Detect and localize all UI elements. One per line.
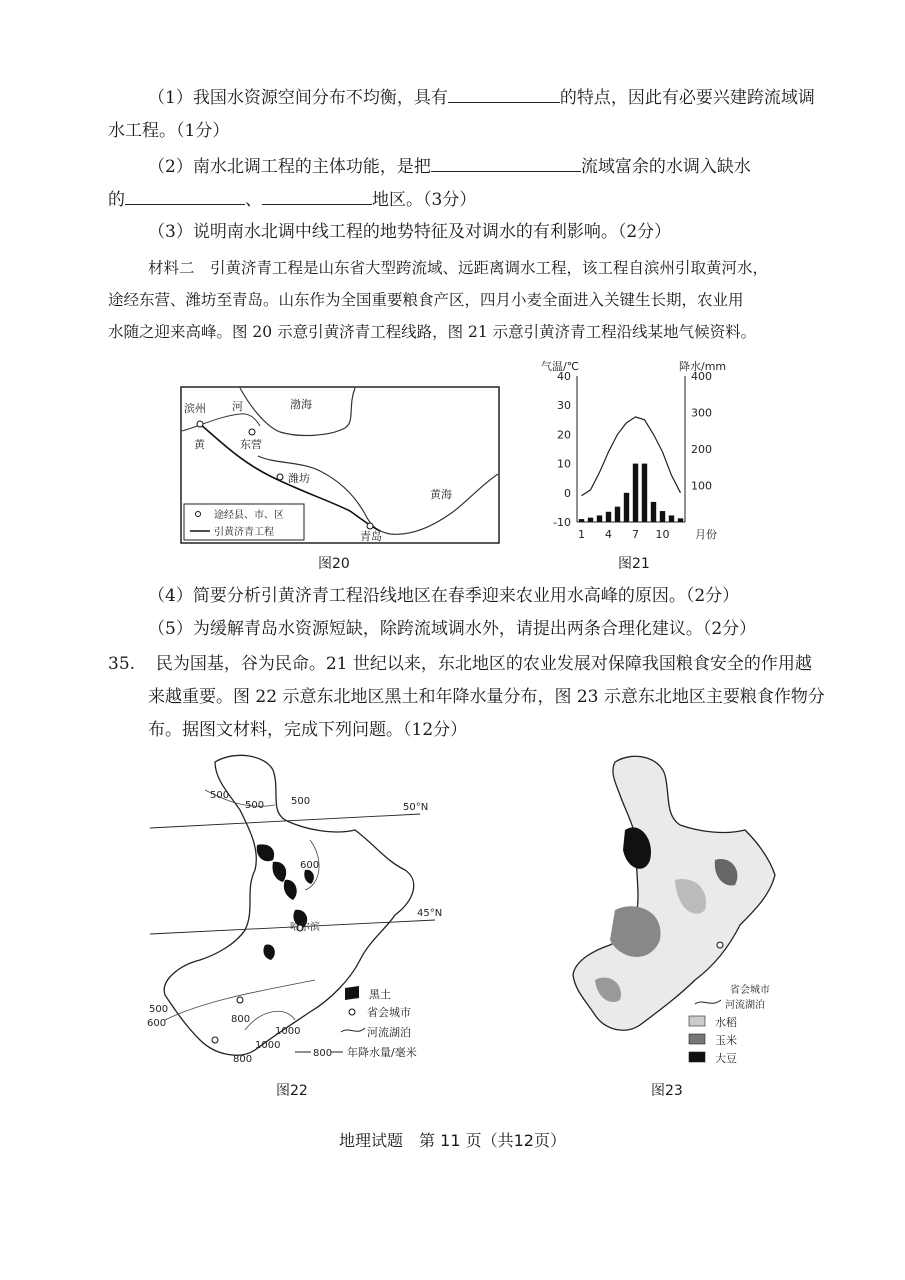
harbin-label: 哈尔滨 bbox=[290, 922, 320, 933]
city-dot-weifang bbox=[277, 474, 283, 480]
figure-21-chart bbox=[535, 356, 745, 546]
legend-corn: 玉米 bbox=[715, 1034, 737, 1047]
figure-20-map bbox=[180, 386, 500, 544]
x-tick-label: 1 bbox=[578, 528, 585, 541]
label-weifang: 潍坊 bbox=[288, 472, 310, 485]
material-2-line-1: 材料二 引黄济青工程是山东省大型跨流域、远距离调水工程，该工程自滨州引取黄河水， bbox=[148, 259, 769, 277]
lat-50-label: 50°N bbox=[403, 802, 429, 813]
legend-project: 引黄济青工程 bbox=[214, 527, 274, 538]
isohyet-label: 600 bbox=[300, 860, 320, 871]
figure-20-caption: 图20 bbox=[318, 556, 350, 572]
y-tick-label: 0 bbox=[564, 486, 571, 500]
label-qingdao: 青岛 bbox=[360, 530, 382, 543]
figure-21-caption: 图21 bbox=[618, 556, 650, 572]
figure-23-caption: 图23 bbox=[651, 1083, 683, 1099]
isohyet-label: 500 bbox=[291, 796, 311, 807]
figure-22-caption: 图22 bbox=[276, 1083, 308, 1099]
y2-tick-label: 400 bbox=[691, 370, 712, 383]
precip-bar bbox=[669, 515, 674, 522]
figure-22-map bbox=[145, 750, 465, 1070]
label-huanghai: 黄海 bbox=[430, 488, 452, 501]
legend-blacksoil: 黑土 bbox=[369, 988, 391, 1001]
y2-tick-label: 300 bbox=[691, 406, 712, 420]
y-axis-label: 气温/℃ bbox=[541, 360, 580, 373]
capital-dot bbox=[212, 1037, 218, 1043]
question-35-line-2: 来越重要。图 22 示意东北地区黑土和年降水量分布，图 23 示意东北地区主要粮食作物分 bbox=[148, 687, 825, 707]
legend-county: 途经县、市、区 bbox=[214, 510, 284, 521]
y2-tick-label: 100 bbox=[691, 479, 712, 493]
isohyet-label: 800 bbox=[231, 1014, 251, 1025]
city-dot-binzhou bbox=[197, 421, 203, 427]
question-35-line-1 bbox=[108, 652, 812, 676]
label-huang: 黄 bbox=[194, 438, 205, 451]
page-footer: 地理试题 第 11 页（共12页） bbox=[339, 1131, 566, 1150]
label-he: 河 bbox=[232, 400, 243, 413]
legend-isohyet: 年降水量/毫米 bbox=[347, 1046, 417, 1059]
isohyet-label: 500 bbox=[149, 1004, 169, 1015]
precip-bar bbox=[678, 518, 683, 522]
precip-bar bbox=[606, 512, 611, 522]
label-bohai: 渤海 bbox=[290, 398, 312, 411]
answer-blank[interactable] bbox=[262, 186, 372, 205]
legend-soy: 大豆 bbox=[715, 1052, 737, 1065]
q2-text-e: 地区。（3分） bbox=[372, 190, 477, 210]
x-tick-label: 10 bbox=[655, 528, 670, 541]
city-dot-dongying bbox=[249, 429, 255, 435]
legend-river: 河流湖泊 bbox=[725, 1000, 765, 1011]
question-2-line-1 bbox=[148, 153, 751, 179]
answer-blank[interactable] bbox=[125, 186, 245, 205]
precip-bar bbox=[615, 507, 620, 522]
precip-bar bbox=[597, 515, 602, 522]
q2-text-d: 、 bbox=[245, 190, 262, 210]
x-tick-label: 7 bbox=[632, 528, 639, 541]
isohyet-label: 1000 bbox=[275, 1026, 301, 1037]
city-dot-qingdao bbox=[367, 523, 373, 529]
q2-text-c: 的 bbox=[108, 190, 125, 210]
precip-bar bbox=[624, 493, 629, 522]
lat-45-label: 45°N bbox=[417, 908, 443, 919]
question-3: （3）说明南水北调中线工程的地势特征及对调水的有利影响。（2分） bbox=[148, 222, 672, 242]
precip-bar bbox=[633, 464, 638, 522]
legend-river: 河流湖泊 bbox=[367, 1026, 411, 1039]
question-2-line-2 bbox=[108, 186, 476, 212]
question-1-line-1 bbox=[148, 84, 815, 110]
x-tick-label: 4 bbox=[605, 528, 612, 541]
legend-isohyet-value: 800 bbox=[313, 1048, 333, 1059]
precip-bar bbox=[579, 519, 584, 522]
isohyet-label: 600 bbox=[147, 1018, 167, 1029]
label-dongying: 东营 bbox=[240, 438, 262, 451]
material-2-line-3: 水随之迎来高峰。图 20 示意引黄济青工程线路，图 21 示意引黄济青工程沿线某地气候资料。 bbox=[108, 323, 757, 341]
answer-blank[interactable] bbox=[431, 153, 581, 172]
answer-blank[interactable] bbox=[448, 84, 560, 103]
y-tick-label: 30 bbox=[557, 399, 571, 413]
question-35-line-3: 布。据图文材料，完成下列问题。（12分） bbox=[148, 720, 468, 740]
capital-dot bbox=[237, 997, 243, 1003]
isohyet-label: 1000 bbox=[255, 1040, 281, 1051]
isohyet-label: 500 bbox=[245, 800, 265, 811]
q2-text-b: 流域富余的水调入缺水 bbox=[580, 157, 751, 177]
y-tick-label: 40 bbox=[557, 370, 571, 383]
figure-23-map bbox=[565, 750, 785, 1070]
q1-text-a: （1）我国水资源空间分布不均衡，具有 bbox=[148, 88, 448, 108]
q2-text-a: （2）南水北调工程的主体功能，是把 bbox=[148, 157, 431, 177]
x-axis-label: 月份 bbox=[695, 528, 717, 541]
y2-axis-label: 降水/mm bbox=[679, 360, 727, 373]
question-4: （4）简要分析引黄济青工程沿线地区在春季迎来农业用水高峰的原因。（2分） bbox=[148, 586, 740, 606]
precip-bar bbox=[642, 464, 647, 522]
material-2-line-2: 途经东营、潍坊至青岛。山东作为全国重要粮食产区，四月小麦全面进入关键生长期，农业用 bbox=[108, 291, 744, 309]
q35-text-1: 民为国基，谷为民命。21 世纪以来，东北地区的农业发展对保障我国粮食安全的作用越 bbox=[155, 654, 812, 674]
precip-bar bbox=[588, 518, 593, 522]
question-5: （5）为缓解青岛水资源短缺，除跨流域调水外，请提出两条合理化建议。（2分） bbox=[148, 619, 757, 639]
y-tick-label: -10 bbox=[553, 516, 571, 529]
q1-text-b: 的特点，因此有必要兴建跨流域调 bbox=[559, 88, 815, 108]
question-1-line-2: 水工程。（1分） bbox=[108, 121, 230, 141]
isohyet-label: 500 bbox=[210, 790, 230, 801]
legend-capital: 省会城市 bbox=[367, 1006, 411, 1019]
y-tick-label: 10 bbox=[557, 457, 571, 471]
y-tick-label: 20 bbox=[557, 428, 571, 442]
legend-capital: 省会城市 bbox=[730, 985, 770, 996]
question-number: 35. bbox=[108, 654, 136, 674]
isohyet-label: 800 bbox=[233, 1054, 253, 1065]
y2-tick-label: 200 bbox=[691, 443, 712, 456]
temperature-line bbox=[582, 417, 681, 496]
label-binzhou: 滨州 bbox=[184, 402, 206, 415]
precip-bar bbox=[651, 502, 656, 522]
legend-rice: 水稻 bbox=[715, 1016, 737, 1029]
precip-bar bbox=[660, 511, 665, 522]
